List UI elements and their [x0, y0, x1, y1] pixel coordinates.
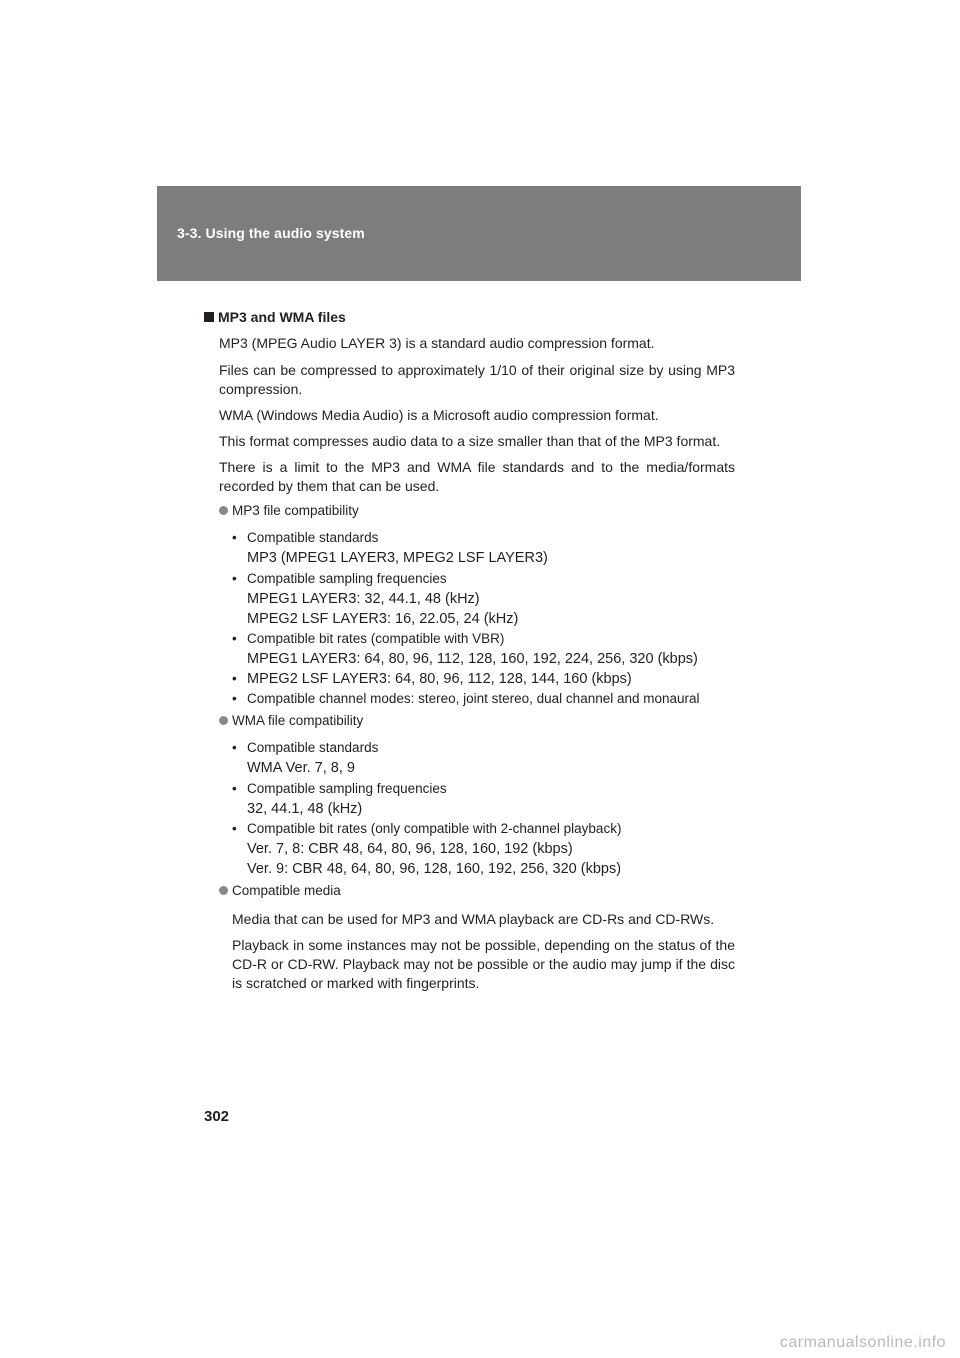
circle-bullet-icon: [219, 506, 228, 515]
watermark: carmanualsonline.info: [779, 1334, 946, 1351]
media-paragraph-1: Media that can be used for MP3 and WMA playback are CD-Rs and CD-RWs.: [232, 911, 715, 927]
mp3-bitrate-item: • Compatible bit rates (compatible with VBR) MPEG1 LAYER3: 64, 80, 96, 112, 128, 160, 192, 224, 256, 320 (kbps): [232, 631, 698, 667]
section-heading-text: MP3 and WMA files: [218, 309, 346, 325]
wma-bitrate-value-v9: Ver. 9: CBR 48, 64, 80, 96, 128, 160, 192, 256, 320 (kbps): [247, 861, 622, 877]
mp3-channel-text: Compatible channel modes: stereo, joint stereo, dual channel and monaural: [247, 691, 700, 706]
mp3-bitrate-value-mpeg1: MPEG1 LAYER3: 64, 80, 96, 112, 128, 160, 192, 224, 256, 320 (kbps): [247, 651, 698, 667]
wma-frequency-item: • Compatible sampling frequencies 32, 44.1, 48 (kHz): [232, 781, 447, 817]
wma-bitrate-value-v78: Ver. 7, 8: CBR 48, 64, 80, 96, 128, 160, 192 (kbps): [247, 841, 573, 857]
wma-bitrate-item: • Compatible bit rates (only compatible with 2-channel playback) Ver. 7, 8: CBR 48, 64, 80, 96, 128, 160, 192 (kbps) Ver. 9: CBR 48, 64, 80, 96, 128, 160, 192, 256, 320 (kbps): [232, 821, 622, 877]
mp3-frequency-label: Compatible sampling frequencies: [247, 571, 447, 586]
wma-standards-label: Compatible standards: [247, 740, 379, 755]
mp3-compatibility-heading: [219, 503, 359, 518]
paragraph-mp3-definition: MP3 (MPEG Audio LAYER 3) is a standard audio compression format.: [219, 335, 655, 351]
wma-frequency-value: 32, 44.1, 48 (kHz): [247, 801, 363, 817]
chapter-header-title: 3-3. Using the audio system: [177, 225, 365, 241]
mp3-standards-item: • Compatible standards MP3 (MPEG1 LAYER3, MPEG2 LSF LAYER3): [232, 530, 548, 566]
page-number: 302: [204, 1108, 230, 1125]
media-compatibility-title: Compatible media: [232, 883, 341, 898]
chapter-header-band: [157, 186, 801, 281]
paragraph-standards-limit: There is a limit to the MP3 and WMA file standards and to the media/formats recorded by them that can be used.: [219, 459, 735, 494]
paragraph-wma-definition: WMA (Windows Media Audio) is a Microsoft audio compression format.: [219, 407, 659, 423]
wma-standards-value: WMA Ver. 7, 8, 9: [247, 760, 355, 776]
mp3-bitrate-label: Compatible bit rates (compatible with VBR): [247, 631, 505, 646]
mp3-standards-label: Compatible standards: [247, 530, 379, 545]
mp3-bitrate-item-mpeg2: • MPEG2 LSF LAYER3: 64, 80, 96, 112, 128, 144, 160 (kbps): [232, 671, 632, 687]
square-bullet-icon: [204, 312, 214, 322]
media-compatibility-heading: [219, 883, 341, 898]
mp3-bitrate-value-mpeg2: MPEG2 LSF LAYER3: 64, 80, 96, 112, 128, 144, 160 (kbps): [247, 671, 632, 687]
wma-frequency-label: Compatible sampling frequencies: [247, 781, 447, 796]
media-paragraph-2: Playback in some instances may not be possible, depending on the status of the CD-R or CD-RW. Playback may not be possible or the audio may jump if the disc is scratched or marked with fingerprints.: [232, 937, 735, 991]
circle-bullet-icon: [219, 886, 228, 895]
wma-bitrate-label: Compatible bit rates (only compatible with 2-channel playback): [247, 821, 622, 836]
wma-compatibility-title: WMA file compatibility: [232, 713, 364, 728]
wma-standards-item: • Compatible standards WMA Ver. 7, 8, 9: [232, 740, 379, 776]
mp3-frequency-value-mpeg1: MPEG1 LAYER3: 32, 44.1, 48 (kHz): [247, 591, 480, 607]
paragraph-wma-compression: This format compresses audio data to a size smaller than that of the MP3 format.: [219, 433, 721, 449]
mp3-compatibility-title: MP3 file compatibility: [232, 503, 359, 518]
wma-compatibility-heading: [219, 713, 363, 728]
section-heading: [204, 309, 346, 325]
mp3-standards-value: MP3 (MPEG1 LAYER3, MPEG2 LSF LAYER3): [247, 550, 548, 566]
circle-bullet-icon: [219, 716, 228, 725]
mp3-frequency-item: • Compatible sampling frequencies MPEG1 LAYER3: 32, 44.1, 48 (kHz) MPEG2 LSF LAYER3: 16, 22.05, 24 (kHz): [232, 571, 519, 627]
mp3-channel-item: • Compatible channel modes: stereo, joint stereo, dual channel and monaural: [232, 691, 700, 706]
paragraph-compression-ratio: Files can be compressed to approximately 1/10 of their original size by using MP3 compression.: [219, 362, 735, 397]
mp3-frequency-value-mpeg2: MPEG2 LSF LAYER3: 16, 22.05, 24 (kHz): [247, 611, 519, 627]
